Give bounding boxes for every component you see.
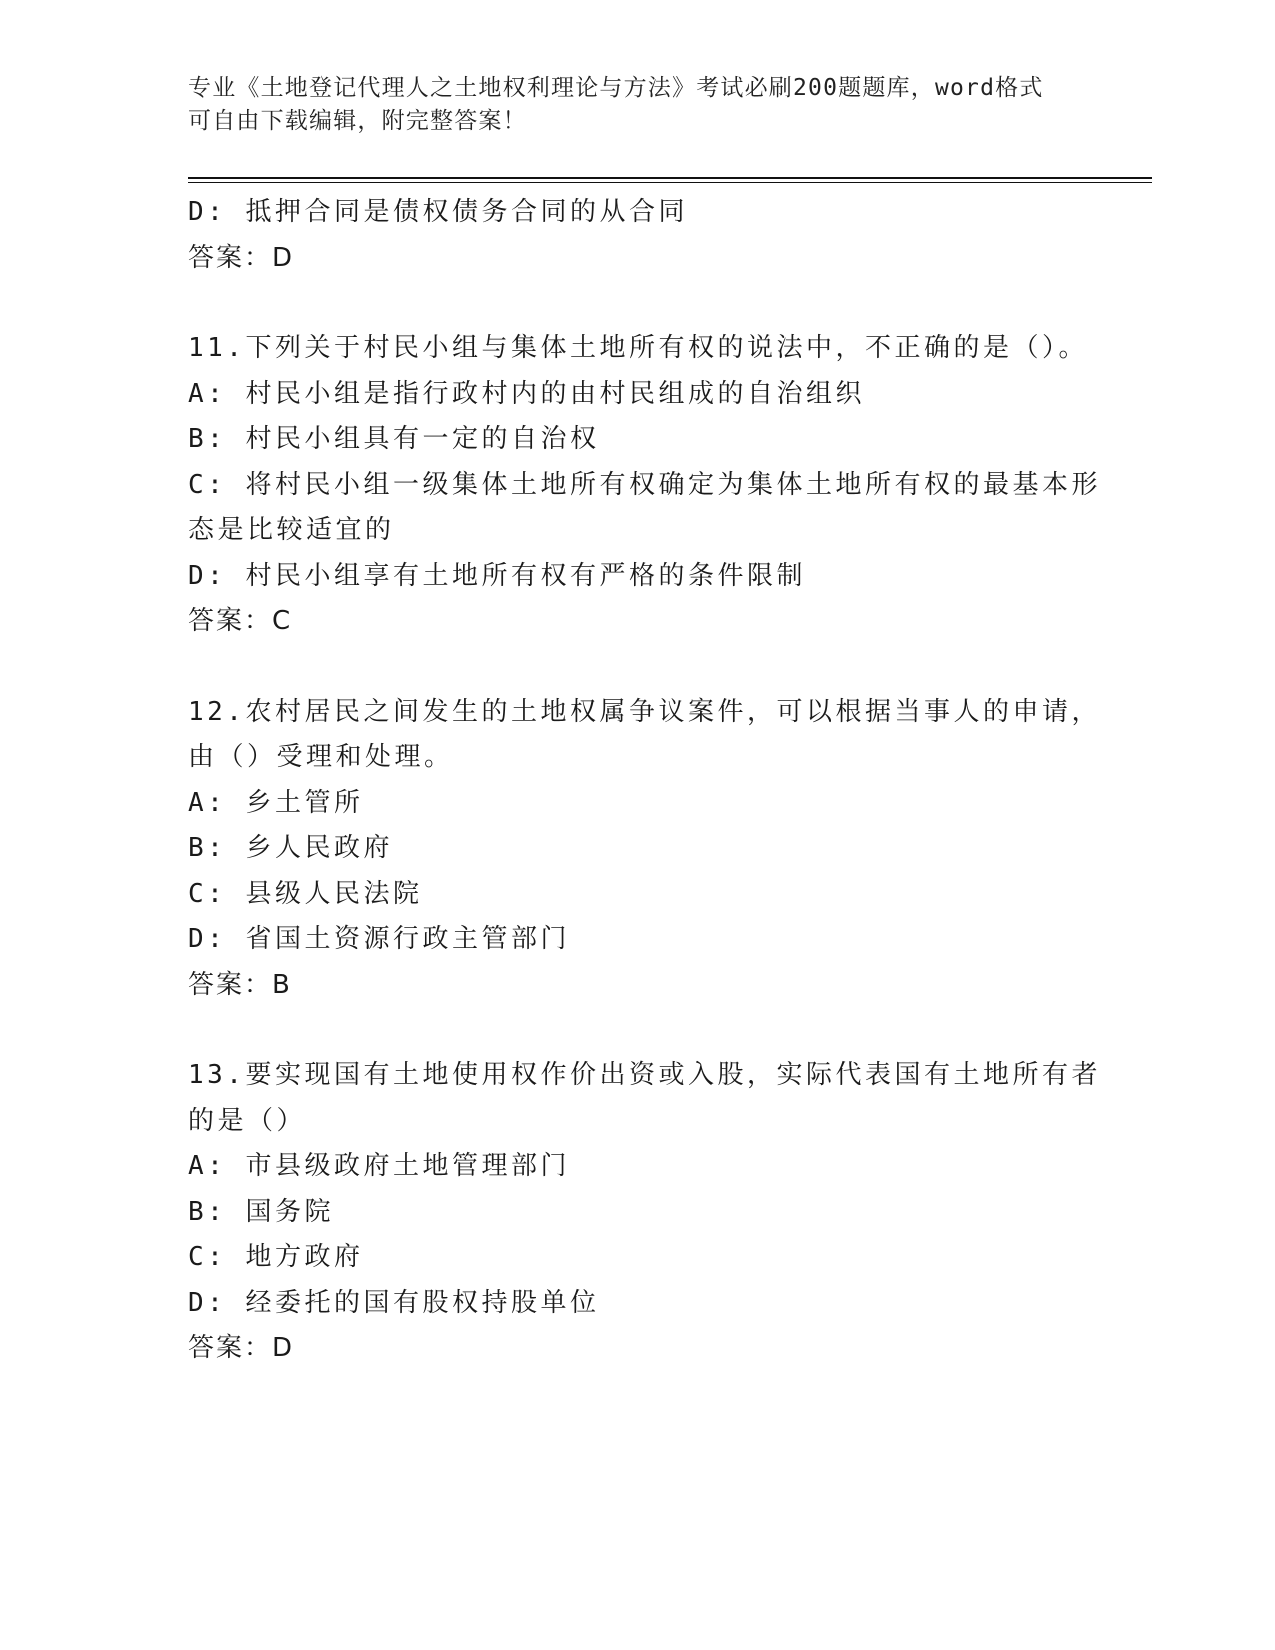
option-d: D: 村民小组享有土地所有权有严格的条件限制 <box>188 560 806 591</box>
option-d: D: 经委托的国有股权持股单位 <box>188 1287 600 1318</box>
question-content <box>188 190 1101 1372</box>
spacer <box>188 281 1088 326</box>
answer: 答案：D <box>188 1333 295 1363</box>
answer: 答案：C <box>188 606 293 636</box>
option-c-line-2: 态是比较适宜的 <box>188 515 395 545</box>
carryover-answer: 答案：D <box>188 242 295 273</box>
header-line-2: 可自由下载编辑，附完整答案！ <box>188 108 527 134</box>
header-divider-thick <box>188 177 1152 179</box>
question-stem-line-2: 由（）受理和处理。 <box>188 742 454 772</box>
option-b: B: 乡人民政府 <box>188 833 393 863</box>
carryover-option-d: D: 抵押合同是债权债务合同的从合同 <box>188 197 688 227</box>
question-stem-line-1: 12.农村居民之间发生的土地权属争议案件，可以根据当事人的申请， <box>188 696 1101 727</box>
option-a: A: 乡土管所 <box>188 787 364 818</box>
option-c: C: 县级人民法院 <box>188 878 423 909</box>
option-b: B: 国务院 <box>188 1196 334 1227</box>
option-d: D: 省国土资源行政主管部门 <box>188 924 570 954</box>
header-divider-thin <box>188 182 1152 183</box>
document-header <box>188 72 1088 138</box>
option-c: C: 地方政府 <box>188 1242 364 1272</box>
option-a: A: 村民小组是指行政村内的由村民组成的自治组织 <box>188 378 865 409</box>
question-stem: 11.下列关于村民小组与集体土地所有权的说法中，不正确的是（）。 <box>188 333 1088 363</box>
answer: 答案：B <box>188 969 292 1000</box>
question-stem-line-1: 13.要实现国有土地使用权作价出资或入股，实际代表国有土地所有者 <box>188 1060 1101 1090</box>
spacer <box>188 1008 1088 1053</box>
question-block-13 <box>188 1053 1101 1372</box>
option-b: B: 村民小组具有一定的自治权 <box>188 424 600 454</box>
spacer <box>188 645 1088 690</box>
option-a: A: 市县级政府土地管理部门 <box>188 1151 570 1181</box>
question-block-12 <box>188 690 1101 1009</box>
header-line-1: 专业《土地登记代理人之土地权利理论与方法》考试必刷200题题库，word格式 <box>188 75 1044 101</box>
question-stem-line-2: 的是（） <box>188 1105 307 1136</box>
option-c-line-1: C: 将村民小组一级集体土地所有权确定为集体土地所有权的最基本形 <box>188 469 1101 500</box>
question-block-11 <box>188 326 1101 645</box>
